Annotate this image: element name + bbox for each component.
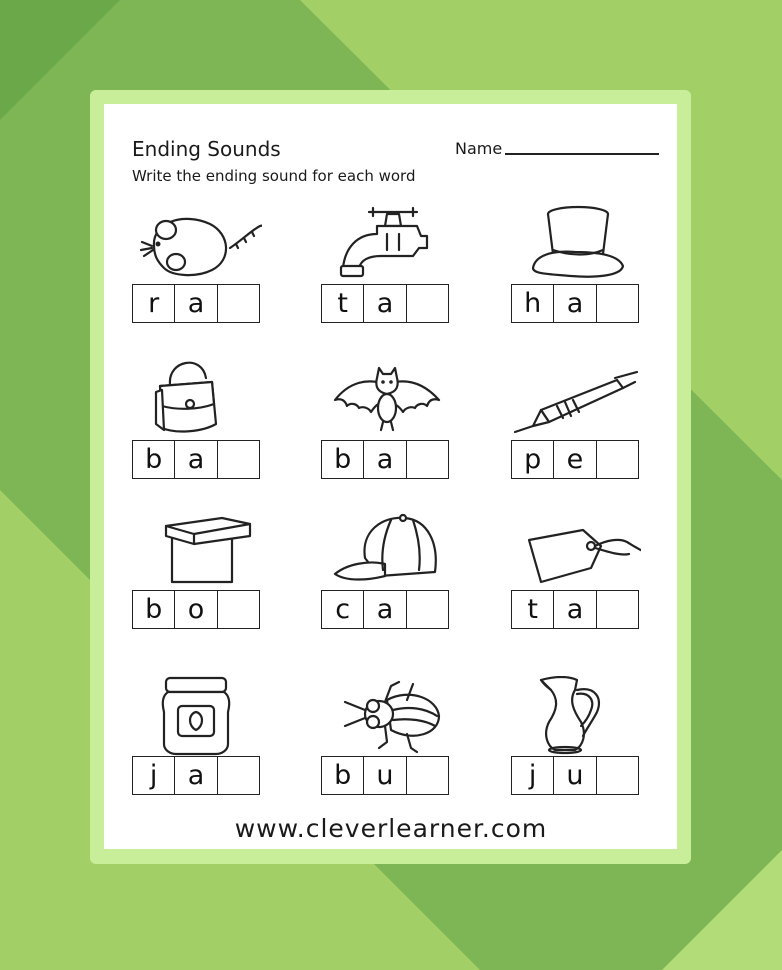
answer-box[interactable]: [218, 591, 259, 628]
letter-boxes: [511, 440, 639, 479]
cap-icon: [321, 510, 451, 590]
letter-box: e: [554, 441, 596, 478]
letter-box: c: [322, 591, 364, 628]
letter-boxes: [132, 756, 260, 795]
word-item: [321, 676, 451, 826]
letter-box: o: [175, 591, 217, 628]
letter-box: a: [175, 757, 217, 794]
letter-box: p: [512, 441, 554, 478]
letter-box: a: [175, 285, 217, 322]
tap-icon: [321, 204, 451, 284]
letter-boxes: [511, 284, 639, 323]
letter-boxes: [321, 284, 449, 323]
word-item: [321, 360, 451, 510]
name-input-line[interactable]: [505, 153, 659, 155]
worksheet-title: Ending Sounds: [132, 137, 281, 161]
letter-boxes: [511, 756, 639, 795]
letter-box: a: [554, 285, 596, 322]
letter-box: u: [554, 757, 596, 794]
letter-box: j: [133, 757, 175, 794]
word-item: [321, 204, 451, 354]
letter-box: r: [133, 285, 175, 322]
jam-icon: [132, 676, 262, 756]
answer-box[interactable]: [407, 285, 448, 322]
letter-boxes: [132, 284, 260, 323]
hat-icon: [511, 204, 641, 284]
box-icon: [132, 510, 262, 590]
word-item: [132, 676, 262, 826]
answer-box[interactable]: [218, 441, 259, 478]
jug-icon: [511, 676, 641, 756]
word-item: [511, 676, 641, 826]
letter-box: a: [364, 441, 406, 478]
letter-box: a: [554, 591, 596, 628]
word-item: [132, 510, 262, 660]
letter-boxes: [511, 590, 639, 629]
letter-box: b: [133, 591, 175, 628]
letter-box: u: [364, 757, 406, 794]
word-item: [511, 360, 641, 510]
letter-box: a: [364, 285, 406, 322]
answer-box[interactable]: [407, 591, 448, 628]
bag-icon: [132, 360, 262, 440]
answer-box[interactable]: [597, 285, 638, 322]
word-item: [132, 204, 262, 354]
answer-box[interactable]: [218, 757, 259, 794]
tag-icon: [511, 510, 641, 590]
word-item: [321, 510, 451, 660]
letter-boxes: [132, 590, 260, 629]
letter-box: t: [322, 285, 364, 322]
answer-box[interactable]: [218, 285, 259, 322]
answer-box[interactable]: [597, 591, 638, 628]
letter-box: b: [133, 441, 175, 478]
letter-box: j: [512, 757, 554, 794]
answer-box[interactable]: [407, 757, 448, 794]
name-label: Name: [455, 139, 503, 158]
letter-box: t: [512, 591, 554, 628]
worksheet-instructions: Write the ending sound for each word: [132, 167, 416, 185]
letter-box: a: [175, 441, 217, 478]
letter-box: h: [512, 285, 554, 322]
letter-boxes: [321, 590, 449, 629]
letter-boxes: [321, 440, 449, 479]
word-item: [132, 360, 262, 510]
word-item: [511, 510, 641, 660]
letter-boxes: [132, 440, 260, 479]
answer-box[interactable]: [597, 757, 638, 794]
letter-box: b: [322, 757, 364, 794]
pen-icon: [511, 360, 641, 440]
letter-box: a: [364, 591, 406, 628]
bug-icon: [321, 676, 451, 756]
answer-box[interactable]: [597, 441, 638, 478]
word-item: [511, 204, 641, 354]
letter-boxes: [321, 756, 449, 795]
letter-box: b: [322, 441, 364, 478]
answer-box[interactable]: [407, 441, 448, 478]
bat-icon: [321, 360, 451, 440]
website-footer: www.cleverlearner.com: [234, 814, 548, 843]
mouse-icon: [132, 204, 262, 284]
